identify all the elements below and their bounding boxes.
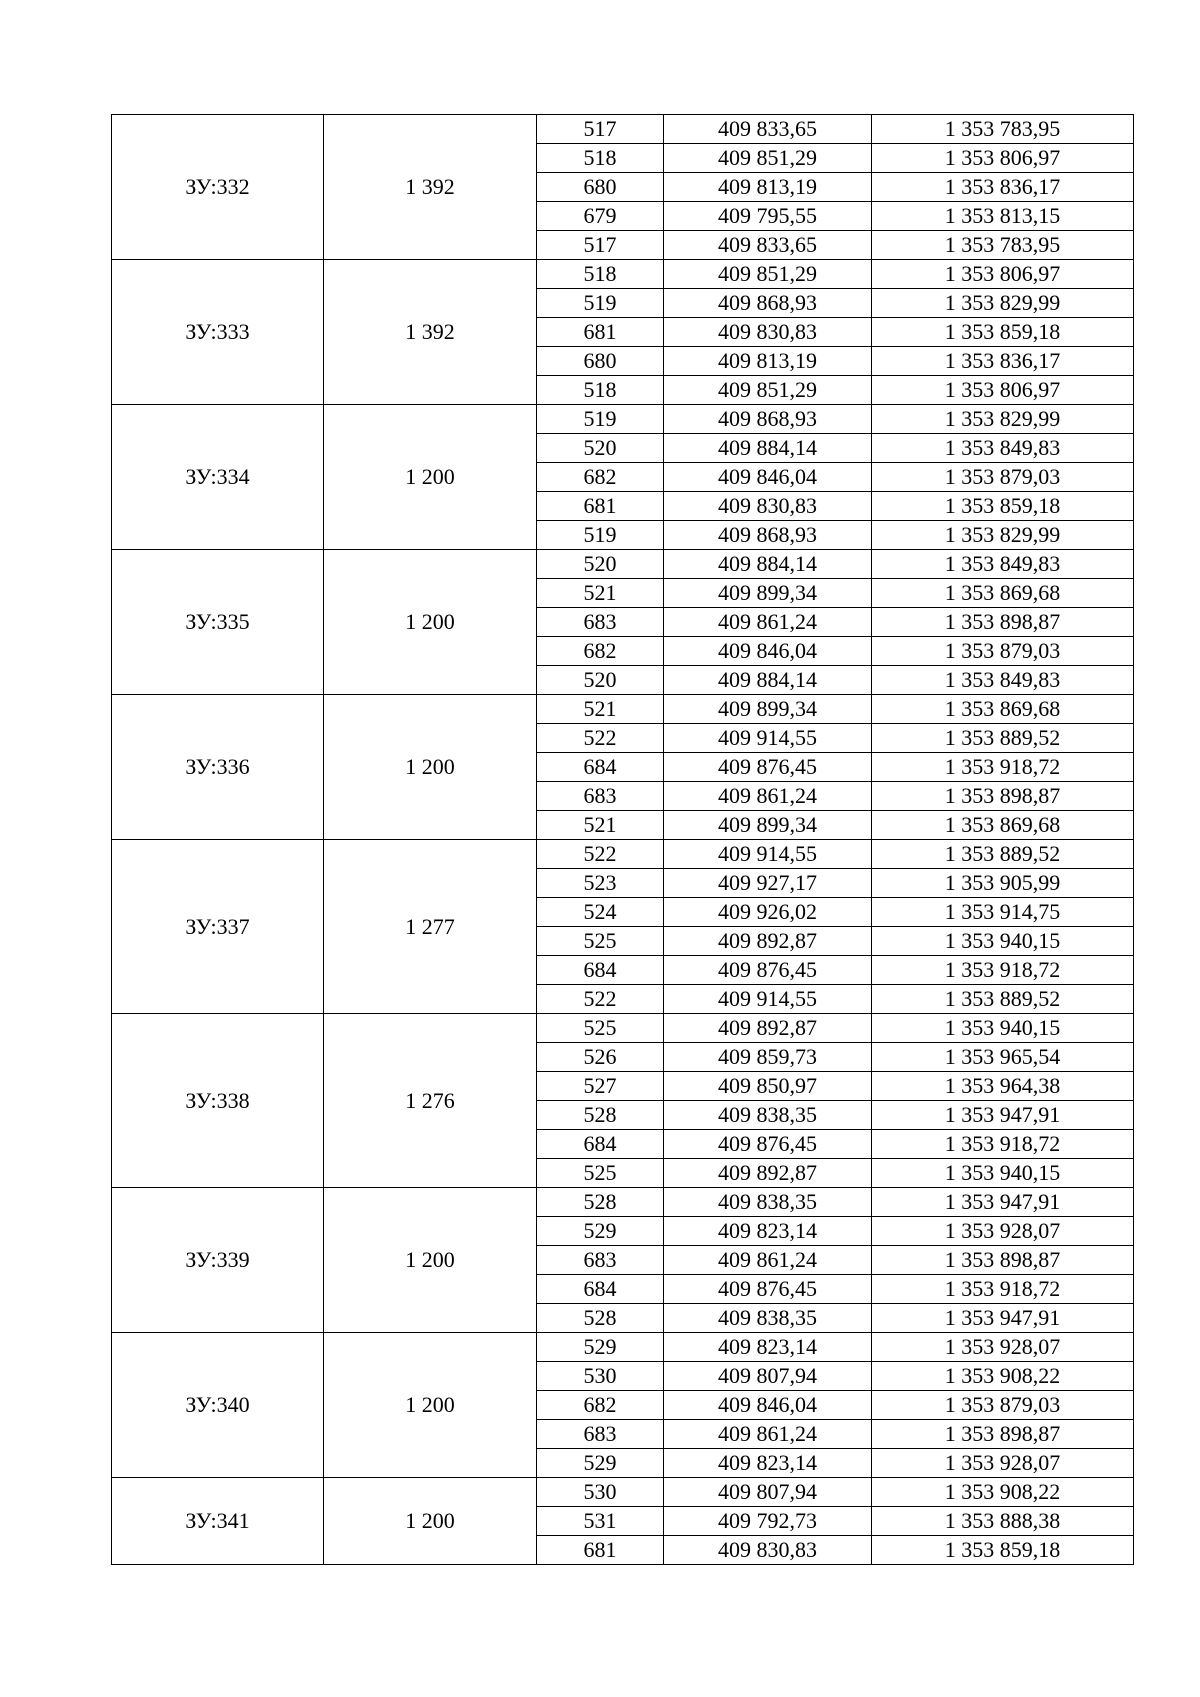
coordinate-y-cell: 1 353 905,99 (872, 869, 1134, 898)
coordinate-x-cell: 409 884,14 (664, 550, 872, 579)
coordinate-y-cell: 1 353 783,95 (872, 115, 1134, 144)
coordinate-x-cell: 409 830,83 (664, 318, 872, 347)
point-number-cell: 528 (537, 1101, 664, 1130)
parcel-id-cell: ЗУ:335 (112, 550, 324, 695)
coordinate-x-cell: 409 807,94 (664, 1478, 872, 1507)
parcel-area-cell: 1 200 (324, 550, 537, 695)
coordinate-x-cell: 409 851,29 (664, 376, 872, 405)
coordinate-y-cell: 1 353 964,38 (872, 1072, 1134, 1101)
coordinate-x-cell: 409 859,73 (664, 1043, 872, 1072)
coordinate-y-cell: 1 353 918,72 (872, 1275, 1134, 1304)
point-number-cell: 519 (537, 289, 664, 318)
coordinate-x-cell: 409 876,45 (664, 753, 872, 782)
coordinate-y-cell: 1 353 879,03 (872, 1391, 1134, 1420)
coordinate-y-cell: 1 353 806,97 (872, 376, 1134, 405)
coordinate-y-cell: 1 353 947,91 (872, 1188, 1134, 1217)
coordinate-y-cell: 1 353 940,15 (872, 927, 1134, 956)
point-number-cell: 683 (537, 1420, 664, 1449)
point-number-cell: 524 (537, 898, 664, 927)
point-number-cell: 528 (537, 1304, 664, 1333)
coordinate-y-cell: 1 353 947,91 (872, 1304, 1134, 1333)
point-number-cell: 519 (537, 521, 664, 550)
coordinate-y-cell: 1 353 965,54 (872, 1043, 1134, 1072)
point-number-cell: 681 (537, 492, 664, 521)
coordinate-x-cell: 409 892,87 (664, 1159, 872, 1188)
point-number-cell: 679 (537, 202, 664, 231)
coordinate-y-cell: 1 353 889,52 (872, 840, 1134, 869)
coordinate-x-cell: 409 861,24 (664, 1246, 872, 1275)
parcel-area-cell: 1 200 (324, 1478, 537, 1565)
point-number-cell: 523 (537, 869, 664, 898)
coordinate-x-cell: 409 838,35 (664, 1188, 872, 1217)
coordinate-x-cell: 409 823,14 (664, 1333, 872, 1362)
parcel-id-cell: ЗУ:341 (112, 1478, 324, 1565)
point-number-cell: 680 (537, 347, 664, 376)
point-number-cell: 519 (537, 405, 664, 434)
coordinate-y-cell: 1 353 928,07 (872, 1449, 1134, 1478)
coordinate-x-cell: 409 851,29 (664, 144, 872, 173)
parcel-area-cell: 1 277 (324, 840, 537, 1014)
coordinate-y-cell: 1 353 914,75 (872, 898, 1134, 927)
coordinate-x-cell: 409 868,93 (664, 405, 872, 434)
coordinate-y-cell: 1 353 869,68 (872, 579, 1134, 608)
parcel-area-cell: 1 200 (324, 1188, 537, 1333)
point-number-cell: 683 (537, 782, 664, 811)
coordinate-y-cell: 1 353 859,18 (872, 318, 1134, 347)
coordinate-y-cell: 1 353 928,07 (872, 1333, 1134, 1362)
coordinate-x-cell: 409 792,73 (664, 1507, 872, 1536)
point-number-cell: 682 (537, 463, 664, 492)
coordinate-y-cell: 1 353 836,17 (872, 173, 1134, 202)
point-number-cell: 525 (537, 927, 664, 956)
coordinate-x-cell: 409 838,35 (664, 1304, 872, 1333)
parcel-id-cell: ЗУ:334 (112, 405, 324, 550)
coordinate-y-cell: 1 353 879,03 (872, 463, 1134, 492)
parcel-area-cell: 1 200 (324, 695, 537, 840)
point-number-cell: 684 (537, 1130, 664, 1159)
parcel-id-cell: ЗУ:340 (112, 1333, 324, 1478)
coordinate-x-cell: 409 868,93 (664, 521, 872, 550)
table-row (112, 1014, 1134, 1043)
point-number-cell: 517 (537, 231, 664, 260)
coordinate-y-cell: 1 353 898,87 (872, 1246, 1134, 1275)
point-number-cell: 518 (537, 144, 664, 173)
point-number-cell: 528 (537, 1188, 664, 1217)
coordinate-x-cell: 409 861,24 (664, 1420, 872, 1449)
table-row (112, 1188, 1134, 1217)
coordinate-y-cell: 1 353 940,15 (872, 1159, 1134, 1188)
point-number-cell: 518 (537, 260, 664, 289)
coordinate-x-cell: 409 884,14 (664, 666, 872, 695)
coordinate-x-cell: 409 823,14 (664, 1217, 872, 1246)
coordinate-y-cell: 1 353 908,22 (872, 1478, 1134, 1507)
point-number-cell: 521 (537, 695, 664, 724)
coordinate-x-cell: 409 850,97 (664, 1072, 872, 1101)
coordinate-y-cell: 1 353 879,03 (872, 637, 1134, 666)
coordinate-y-cell: 1 353 849,83 (872, 434, 1134, 463)
point-number-cell: 683 (537, 1246, 664, 1275)
table-row (112, 695, 1134, 724)
point-number-cell: 529 (537, 1333, 664, 1362)
point-number-cell: 682 (537, 637, 664, 666)
table-row (112, 550, 1134, 579)
coordinate-y-cell: 1 353 898,87 (872, 608, 1134, 637)
coordinate-x-cell: 409 861,24 (664, 782, 872, 811)
coordinate-x-cell: 409 926,02 (664, 898, 872, 927)
coordinate-y-cell: 1 353 888,38 (872, 1507, 1134, 1536)
point-number-cell: 520 (537, 666, 664, 695)
coordinate-x-cell: 409 833,65 (664, 231, 872, 260)
coordinate-x-cell: 409 813,19 (664, 347, 872, 376)
coordinate-y-cell: 1 353 889,52 (872, 985, 1134, 1014)
parcel-area-cell: 1 200 (324, 405, 537, 550)
coordinate-x-cell: 409 823,14 (664, 1449, 872, 1478)
coordinate-x-cell: 409 830,83 (664, 492, 872, 521)
point-number-cell: 681 (537, 1536, 664, 1565)
coordinate-y-cell: 1 353 836,17 (872, 347, 1134, 376)
coordinate-y-cell: 1 353 849,83 (872, 550, 1134, 579)
coordinate-y-cell: 1 353 783,95 (872, 231, 1134, 260)
table-row (112, 115, 1134, 144)
coordinate-x-cell: 409 861,24 (664, 608, 872, 637)
coordinate-y-cell: 1 353 918,72 (872, 753, 1134, 782)
point-number-cell: 684 (537, 753, 664, 782)
point-number-cell: 529 (537, 1449, 664, 1478)
point-number-cell: 684 (537, 1275, 664, 1304)
table-row (112, 405, 1134, 434)
point-number-cell: 525 (537, 1159, 664, 1188)
point-number-cell: 526 (537, 1043, 664, 1072)
table-row (112, 840, 1134, 869)
coordinate-x-cell: 409 851,29 (664, 260, 872, 289)
table-row (112, 1333, 1134, 1362)
point-number-cell: 527 (537, 1072, 664, 1101)
point-number-cell: 517 (537, 115, 664, 144)
coordinate-x-cell: 409 899,34 (664, 695, 872, 724)
coordinate-x-cell: 409 813,19 (664, 173, 872, 202)
parcel-area-cell: 1 392 (324, 115, 537, 260)
coordinate-y-cell: 1 353 806,97 (872, 260, 1134, 289)
coordinate-x-cell: 409 914,55 (664, 840, 872, 869)
coordinate-y-cell: 1 353 898,87 (872, 782, 1134, 811)
coordinate-x-cell: 409 927,17 (664, 869, 872, 898)
coordinate-x-cell: 409 884,14 (664, 434, 872, 463)
coordinate-y-cell: 1 353 859,18 (872, 492, 1134, 521)
point-number-cell: 531 (537, 1507, 664, 1536)
coordinate-y-cell: 1 353 829,99 (872, 289, 1134, 318)
coordinate-x-cell: 409 833,65 (664, 115, 872, 144)
coordinates-table (111, 114, 1134, 1565)
table-row (112, 260, 1134, 289)
coordinate-x-cell: 409 876,45 (664, 1275, 872, 1304)
coordinate-x-cell: 409 846,04 (664, 1391, 872, 1420)
parcel-id-cell: ЗУ:338 (112, 1014, 324, 1188)
coordinate-y-cell: 1 353 806,97 (872, 144, 1134, 173)
parcel-id-cell: ЗУ:337 (112, 840, 324, 1014)
parcel-id-cell: ЗУ:339 (112, 1188, 324, 1333)
coordinates-table-body (112, 115, 1134, 1565)
coordinate-x-cell: 409 838,35 (664, 1101, 872, 1130)
point-number-cell: 683 (537, 608, 664, 637)
coordinate-x-cell: 409 807,94 (664, 1362, 872, 1391)
point-number-cell: 530 (537, 1478, 664, 1507)
coordinate-x-cell: 409 892,87 (664, 927, 872, 956)
point-number-cell: 518 (537, 376, 664, 405)
coordinate-y-cell: 1 353 869,68 (872, 695, 1134, 724)
point-number-cell: 681 (537, 318, 664, 347)
coordinate-x-cell: 409 830,83 (664, 1536, 872, 1565)
coordinate-y-cell: 1 353 918,72 (872, 1130, 1134, 1159)
coordinate-y-cell: 1 353 947,91 (872, 1101, 1134, 1130)
point-number-cell: 520 (537, 434, 664, 463)
coordinate-x-cell: 409 914,55 (664, 985, 872, 1014)
parcel-id-cell: ЗУ:332 (112, 115, 324, 260)
point-number-cell: 680 (537, 173, 664, 202)
coordinate-y-cell: 1 353 940,15 (872, 1014, 1134, 1043)
coordinate-y-cell: 1 353 859,18 (872, 1536, 1134, 1565)
point-number-cell: 525 (537, 1014, 664, 1043)
point-number-cell: 522 (537, 840, 664, 869)
table-row (112, 1478, 1134, 1507)
coordinate-x-cell: 409 899,34 (664, 579, 872, 608)
coordinate-y-cell: 1 353 928,07 (872, 1217, 1134, 1246)
point-number-cell: 522 (537, 724, 664, 753)
point-number-cell: 529 (537, 1217, 664, 1246)
coordinate-y-cell: 1 353 829,99 (872, 405, 1134, 434)
point-number-cell: 521 (537, 579, 664, 608)
parcel-area-cell: 1 392 (324, 260, 537, 405)
coordinate-y-cell: 1 353 918,72 (872, 956, 1134, 985)
coordinate-y-cell: 1 353 898,87 (872, 1420, 1134, 1449)
coordinate-y-cell: 1 353 869,68 (872, 811, 1134, 840)
parcel-id-cell: ЗУ:336 (112, 695, 324, 840)
coordinate-x-cell: 409 846,04 (664, 463, 872, 492)
parcel-area-cell: 1 276 (324, 1014, 537, 1188)
point-number-cell: 684 (537, 956, 664, 985)
coordinate-y-cell: 1 353 849,83 (872, 666, 1134, 695)
coordinate-x-cell: 409 914,55 (664, 724, 872, 753)
coordinate-x-cell: 409 876,45 (664, 1130, 872, 1159)
coordinate-x-cell: 409 876,45 (664, 956, 872, 985)
coordinate-y-cell: 1 353 908,22 (872, 1362, 1134, 1391)
point-number-cell: 682 (537, 1391, 664, 1420)
coordinate-y-cell: 1 353 829,99 (872, 521, 1134, 550)
coordinate-x-cell: 409 868,93 (664, 289, 872, 318)
coordinate-y-cell: 1 353 813,15 (872, 202, 1134, 231)
point-number-cell: 521 (537, 811, 664, 840)
coordinate-x-cell: 409 795,55 (664, 202, 872, 231)
coordinate-x-cell: 409 899,34 (664, 811, 872, 840)
coordinate-y-cell: 1 353 889,52 (872, 724, 1134, 753)
point-number-cell: 520 (537, 550, 664, 579)
coordinate-x-cell: 409 892,87 (664, 1014, 872, 1043)
parcel-id-cell: ЗУ:333 (112, 260, 324, 405)
coordinate-x-cell: 409 846,04 (664, 637, 872, 666)
point-number-cell: 522 (537, 985, 664, 1014)
parcel-area-cell: 1 200 (324, 1333, 537, 1478)
point-number-cell: 530 (537, 1362, 664, 1391)
